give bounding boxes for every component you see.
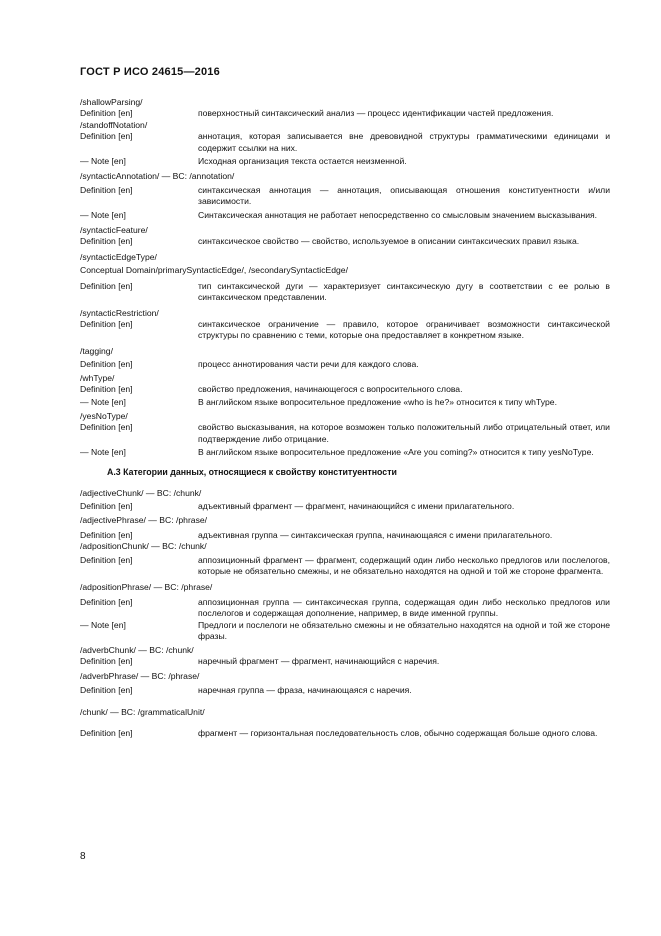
definition-text: свойство высказывания, на которое возможен только положительный либо отрицательный ответ, или подтверждение либо отрицание. (198, 422, 610, 444)
definition-text: аннотация, которая записывается вне древовидной структуры грамматическими единицами и содержит ссылки на них. (198, 131, 610, 153)
definition-text: наречная группа — фраза, начинающаяся с наречия. (198, 684, 412, 695)
definition-text: фрагмент — горизонтальная последовательность слов, обычно содержащая больше одного слова. (198, 727, 598, 738)
definition-text: наречный фрагмент — фрагмент, начинающийся с наречия. (198, 656, 440, 667)
note-row (80, 447, 610, 458)
definition-label: Definition [en] (80, 184, 133, 195)
definition-row (80, 728, 610, 739)
note-text: Исходная организация текста остается неизменной. (198, 156, 407, 167)
definition-label: Definition [en] (80, 359, 133, 370)
note-row (80, 156, 610, 167)
conceptual-domain: Conceptual Domain/primarySyntacticEdge/, /secondarySyntacticEdge/ (80, 265, 348, 276)
definition-row (80, 555, 610, 578)
note-label: — Note [en] (80, 446, 126, 457)
entry-path: /adpositionChunk/ — BC: /chunk/ (80, 541, 207, 552)
section-heading: А.3 Категории данных, относящиеся к свойству конституентности (107, 467, 397, 478)
definition-text: аппозиционный фрагмент — фрагмент, содержащий один либо несколько предлогов или послелогов, которые не обязательно смежны, и не обязательно находятся на одной и той же стороне фрагмента. (198, 554, 610, 577)
definition-text: адъективный фрагмент — фрагмент, начинающийся с имени прилагательного. (198, 501, 515, 512)
entry-path: /standoffNotation/ (80, 119, 148, 130)
definition-row (80, 685, 610, 696)
note-label: — Note [en] (80, 209, 126, 220)
definition-text: адъективная группа — синтаксическая группа, начинающаяся с имени прилагательного. (198, 530, 553, 540)
definition-row (80, 131, 610, 154)
entry-path: /syntacticEdgeType/ (80, 251, 157, 262)
entry-path: /adjectivePhrase/ — BC: /phrase/ (80, 514, 208, 525)
definition-row (80, 319, 610, 342)
definition-text: свойство предложения, начинающегося с вопросительного слова. (198, 383, 463, 394)
definition-label: Definition [en] (80, 280, 133, 291)
document-body (80, 97, 610, 739)
definition-label: Definition [en] (80, 131, 133, 142)
entry-path: /tagging/ (80, 345, 113, 356)
definition-text: синтаксическое ограничение — правило, которое ограничивает возможности синтаксической структуры по сравнению с теми, которые она предоставляет в конкретном языке. (198, 318, 610, 341)
definition-text: поверхностный синтаксический анализ — процесс идентификации частей предложения. (198, 108, 554, 119)
definition-row (80, 359, 610, 370)
entry-path: /yesNoType/ (80, 410, 128, 421)
note-text: Предлоги и послелоги не обязательно смежны и не обязательно находятся на одной и той же стороне фразы. (198, 619, 610, 642)
definition-row (80, 501, 610, 512)
definition-text: синтаксическая аннотация — аннотация, описывающая отношения конституентности и/или зависимости. (198, 184, 610, 207)
definition-label: Definition [en] (80, 530, 133, 540)
definition-label: Definition [en] (80, 597, 133, 608)
definition-row (80, 236, 610, 247)
definition-label: Definition [en] (80, 501, 133, 512)
page-header: ГОСТ Р ИСО 24615—2016 (80, 66, 220, 78)
definition-row (80, 281, 610, 304)
page-number: 8 (80, 851, 86, 862)
definition-label: Definition [en] (80, 727, 133, 738)
definition-label: Definition [en] (80, 554, 133, 565)
note-row (80, 397, 610, 408)
definition-label: Definition [en] (80, 684, 133, 695)
definition-text: аппозиционная группа — синтаксическая группа, содержащая один либо несколько предлогов или послелогов и содержащая дополнение, например, в виде именной группы. (198, 597, 610, 619)
entry-path: /adpositionPhrase/ — BC: /phrase/ (80, 581, 213, 592)
definition-row (80, 597, 610, 620)
definition-label: Definition [en] (80, 383, 133, 394)
definition-label: Definition [en] (80, 236, 133, 247)
note-text: Синтаксическая аннотация не работает непосредственно со смысловым значением высказывания. (198, 209, 598, 220)
definition-label: Definition [en] (80, 318, 133, 329)
note-label: — Note [en] (80, 397, 126, 408)
definition-label: Definition [en] (80, 422, 133, 433)
note-row (80, 620, 610, 643)
definition-label: Definition [en] (80, 108, 133, 119)
definition-text: процесс аннотирования части речи для каждого слова. (198, 359, 419, 370)
definition-row (80, 185, 610, 208)
entry-path: /chunk/ — BC: /grammaticalUnit/ (80, 707, 205, 718)
definition-row (80, 530, 610, 541)
definition-row (80, 422, 610, 445)
definition-row (80, 384, 610, 395)
note-text: В английском языке вопросительное предложение «Are you coming?» относится к типу yesNoType. (198, 446, 594, 457)
entry-path: /syntacticFeature/ (80, 225, 148, 236)
definition-text: синтаксическое свойство — свойство, используемое в описании синтаксических правил языка. (198, 236, 580, 247)
entry-path: /shallowParsing/ (80, 97, 143, 107)
entry-path: /whType/ (80, 372, 115, 383)
entry-path: /adverbChunk/ — BC: /chunk/ (80, 644, 194, 655)
entry-path: /adverbPhrase/ — BC: /phrase/ (80, 671, 200, 682)
definition-row (80, 108, 610, 119)
definition-label: Definition [en] (80, 656, 133, 667)
note-text: В английском языке вопросительное предложение «who is he?» относится к типу whType. (198, 397, 557, 408)
definition-text: тип синтаксической дуги — характеризует синтаксическую дугу в соответствии с ее ролью в синтаксическом представлении. (198, 280, 610, 303)
definition-row (80, 656, 610, 667)
note-label: — Note [en] (80, 156, 126, 167)
entry-path: /syntacticRestriction/ (80, 307, 159, 318)
entry-path: /syntacticAnnotation/ — BC: /annotation/ (80, 171, 235, 182)
note-row (80, 210, 610, 221)
entry-path: /adjectiveChunk/ — BC: /chunk/ (80, 487, 202, 498)
note-label: — Note [en] (80, 619, 126, 630)
